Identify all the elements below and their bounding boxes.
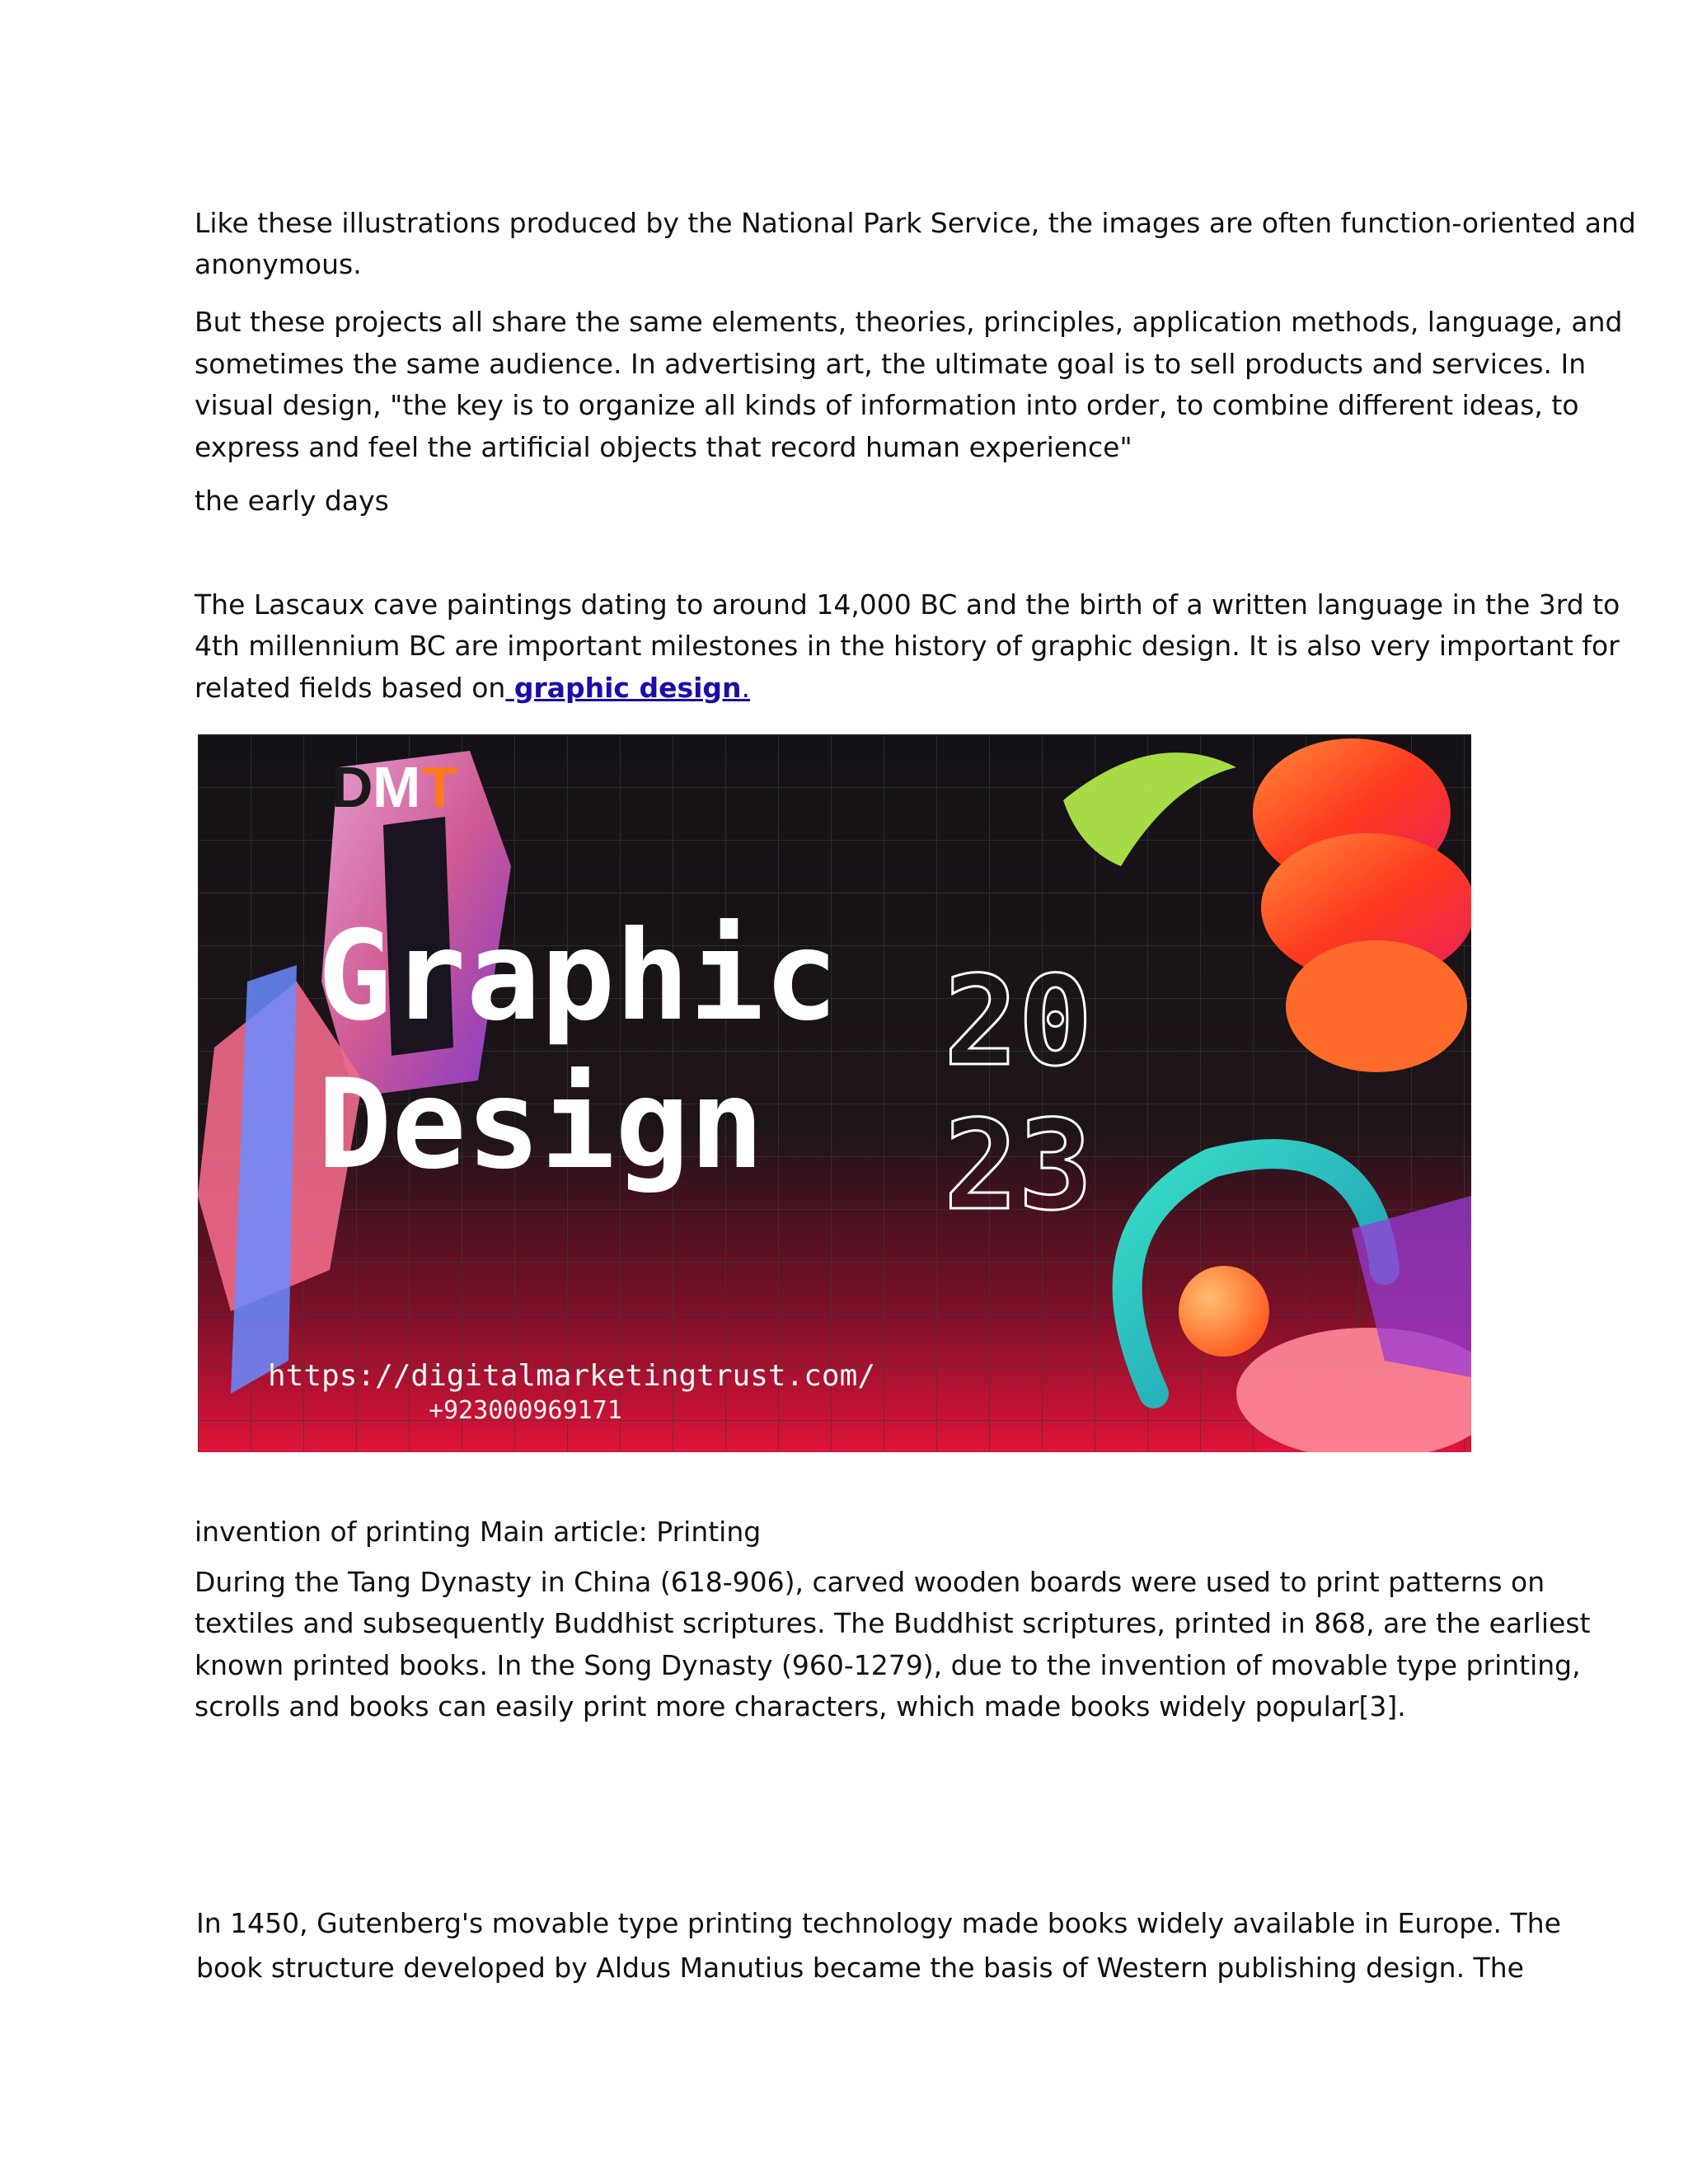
dmt-logo-m: M <box>373 755 421 819</box>
paragraph-line: scrolls and books can easily print more characters, which made books widely popular[3]. <box>195 1690 1406 1722</box>
banner-year-top: 20 <box>944 950 1093 1094</box>
orange-blob-lower <box>1286 940 1467 1072</box>
dmt-logo-t: T <box>422 755 457 819</box>
paragraph-line: sometimes the same audience. In advertising art, the ultimate goal is to sell products and services. In <box>195 348 1587 380</box>
paragraph-line: known printed books. In the Song Dynasty (960-1279), due to the invention of movable type printing, <box>195 1649 1581 1681</box>
paragraph-line: textiles and subsequently Buddhist scriptures. The Buddhist scriptures, printed in 868, are the earliest <box>195 1607 1591 1639</box>
paragraph-line: But these projects all share the same elements, theories, principles, application methods, language, and <box>195 306 1623 338</box>
paragraph-text: related fields based on <box>195 672 506 704</box>
banner-artwork <box>198 734 1471 1452</box>
paragraph-line: book structure developed by Aldus Manutius became the basis of Western publishing design. The <box>196 1952 1524 1984</box>
graphic-design-link-period[interactable]: . <box>741 672 751 704</box>
section-heading: invention of printing Main article: Printing <box>195 1516 762 1548</box>
paragraph-line: express and feel the artificial objects that record human experience" <box>195 431 1132 463</box>
graphic-design-banner-image <box>198 734 1471 1452</box>
paragraph-line: anonymous. <box>195 248 362 280</box>
paragraph-line <box>195 668 750 710</box>
dmt-logo-d: D <box>331 755 373 819</box>
paragraph-line: visual design, "the key is to organize all kinds of information into order, to combine different ideas, to <box>195 389 1579 421</box>
paragraph-line: During the Tang Dynasty in China (618-906), carved wooden boards were used to print patterns on <box>195 1566 1545 1598</box>
section-heading: the early days <box>195 485 389 517</box>
paragraph-line: The Lascaux cave paintings dating to around 14,000 BC and the birth of a written language in the 3rd to <box>195 588 1620 621</box>
banner-title-line1: Graphic <box>317 905 839 1048</box>
graphic-design-link[interactable]: graphic design <box>513 672 742 704</box>
paragraph-line: In 1450, Gutenberg's movable type printing technology made books widely available in Europe. The <box>196 1907 1561 1939</box>
banner-year-bottom: 23 <box>944 1094 1093 1238</box>
graphic-design-link-space[interactable] <box>505 672 514 704</box>
banner-phone: +923000969171 <box>429 1396 622 1425</box>
paragraph-line: Like these illustrations produced by the National Park Service, the images are often function-oriented and <box>195 207 1636 239</box>
paragraph-line: 4th millennium BC are important milestones in the history of graphic design. It is also very important for <box>195 630 1620 662</box>
banner-title-line2: Design <box>317 1053 764 1197</box>
orange-ball-shape <box>1179 1266 1269 1357</box>
banner-url: https://digitalmarketingtrust.com/ <box>268 1359 875 1393</box>
